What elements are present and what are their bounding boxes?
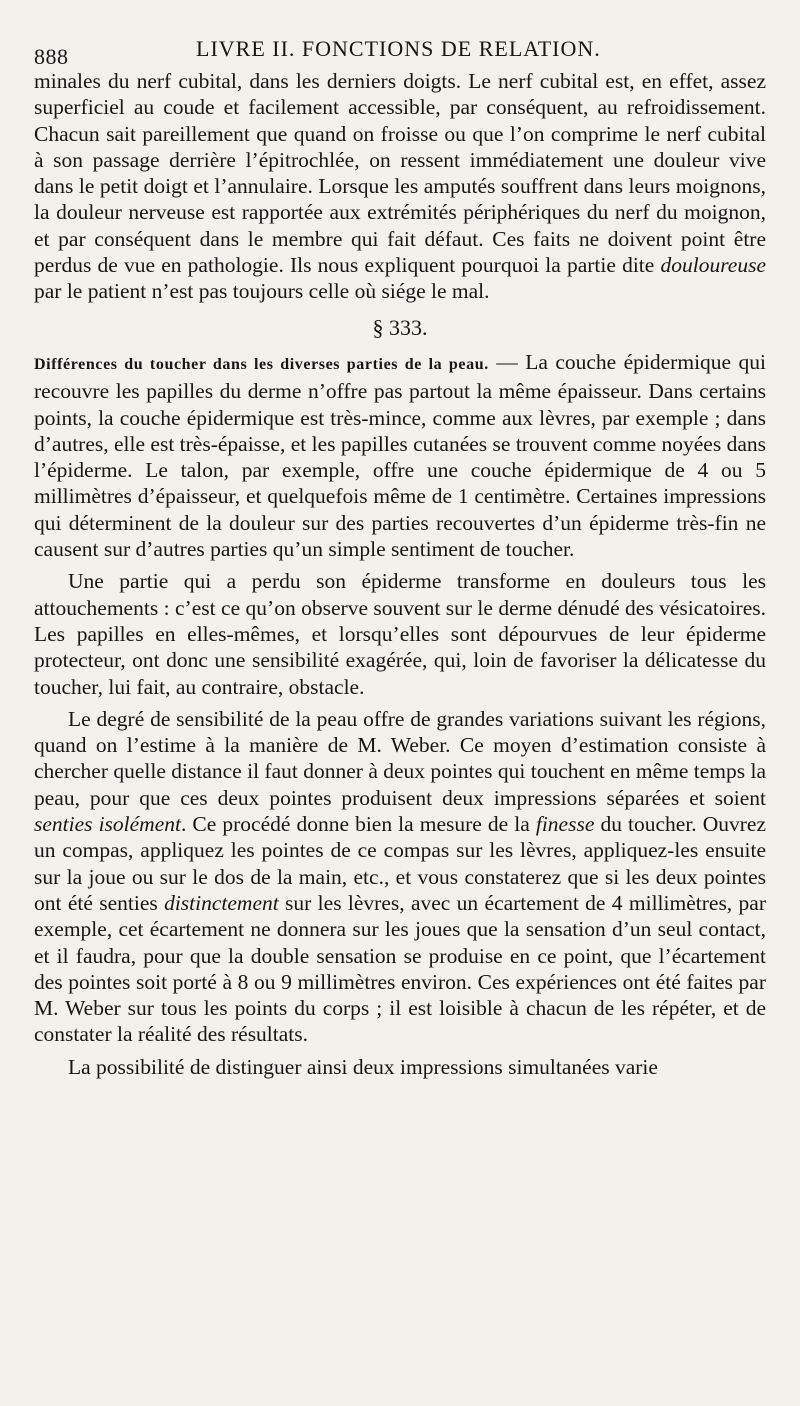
text-run: La possibilité de distinguer ainsi deux impressions simultanées varie [68,1054,658,1079]
page-number: 888 [34,44,69,69]
text-run: du toucher. Ouvrez un compas, appliquez les pointes de ce compas sur les lèvres, appliquez-les ensuite sur la joue ou sur le dos de la main, etc., et vous constaterez que si les deux pointes ont été senties [34,812,766,915]
section-paragraph-2 [34,568,766,699]
text-run: par le patient n’est pas toujours celle où siége le mal. [34,279,490,304]
italic-text: distinctement [164,890,279,915]
section-lead-dash: — [488,349,526,374]
section-paragraph-4 [34,1054,766,1080]
page-body [34,68,766,1080]
section-lead-title: Différences du toucher dans les diverses parties de la peau. [34,355,489,373]
text-run: La couche épidermique qui recouvre les papilles du derme n’offre pas partout la même épaisseur. Dans certains points, la couche épidermique est très-mince, comme aux lèvres, par exemple ; dans d’autres, elle est très-épaisse, et les papilles cutanées se trouvent comme noyées dans l’épiderme. Le talon, par exemple, offre une couche épidermique de 4 ou 5 millimètres d’épaisseur, et quelquefois même de 1 centimètre. Certaines impressions qui déterminent de la douleur sur des parties recouvertes d’un épiderme très-fin ne causent sur d’autres parties qu’un simple sentiment de toucher. [34,349,766,562]
running-title: LIVRE II. FONCTIONS DE RELATION. [196,36,601,61]
paragraph-continuation [34,68,766,305]
text-run: sur les lèvres, avec un écartement de 4 millimètres, par exemple, cet écartement ne donnera sur les joues que la sensation d’un seul contact, et il faudra, pour que la double sensation se produise en ce point, que l’écartement des pointes soit porté à 8 ou 9 millimètres environ. Ces expériences ont été faites par M. Weber sur tous les points du corps ; il est loisible à chacun de les répéter, et de constater la réalité des résultats. [34,890,766,1047]
text-run: minales du nerf cubital, dans les derniers doigts. Le nerf cubital est, en effet, assez superficiel au coude et facilement accessible, par conséquent, au refroidissement. Chacun sait pareillement que quand on froisse ou que l’on comprime le nerf cubital à son passage derrière l’épitrochlée, on ressent immédiatement une douleur vive dans le petit doigt et l’annulaire. Lorsque les amputés souffrent dans leurs moignons, la douleur nerveuse est rapportée aux extrémités périphériques du nerf du moignon, et par conséquent dans le membre qui fait défaut. Ces faits ne doivent point être perdus de vue en pathologie. Ils nous expliquent pourquoi la partie dite [34,69,766,278]
section-paragraph-1 [34,349,766,562]
section-number: § 333. [372,314,428,340]
text-run: . Ce procédé donne bien la mesure de la [180,812,536,837]
italic-text: douloureuse [660,253,766,278]
page-header [34,28,766,68]
text-run: Une partie qui a perdu son épiderme transforme en douleurs tous les attouchements : c’est ce qu’on observe souvent sur le derme dénudé des vésicatoires. Les papilles en elles-mêmes, et lorsqu’elles sont dépourvues de leur épiderme protecteur, ont donc une sensibilité exagérée, qui, loin de favoriser la délicatesse du toucher, lui fait, au contraire, obstacle. [34,569,766,699]
italic-text: finesse [535,812,595,837]
section-paragraph-3 [34,706,766,1048]
italic-text: senties isolément [34,812,181,837]
text-run: Le degré de sensibilité de la peau offre de grandes variations suivant les régions, quand on l’estime à la manière de M. Weber. Ce moyen d’estimation consiste à chercher quelle distance il faut donner à deux pointes qui touchent en même temps la peau, pour que ces deux pointes produisent deux impressions séparées et soient [34,706,766,810]
